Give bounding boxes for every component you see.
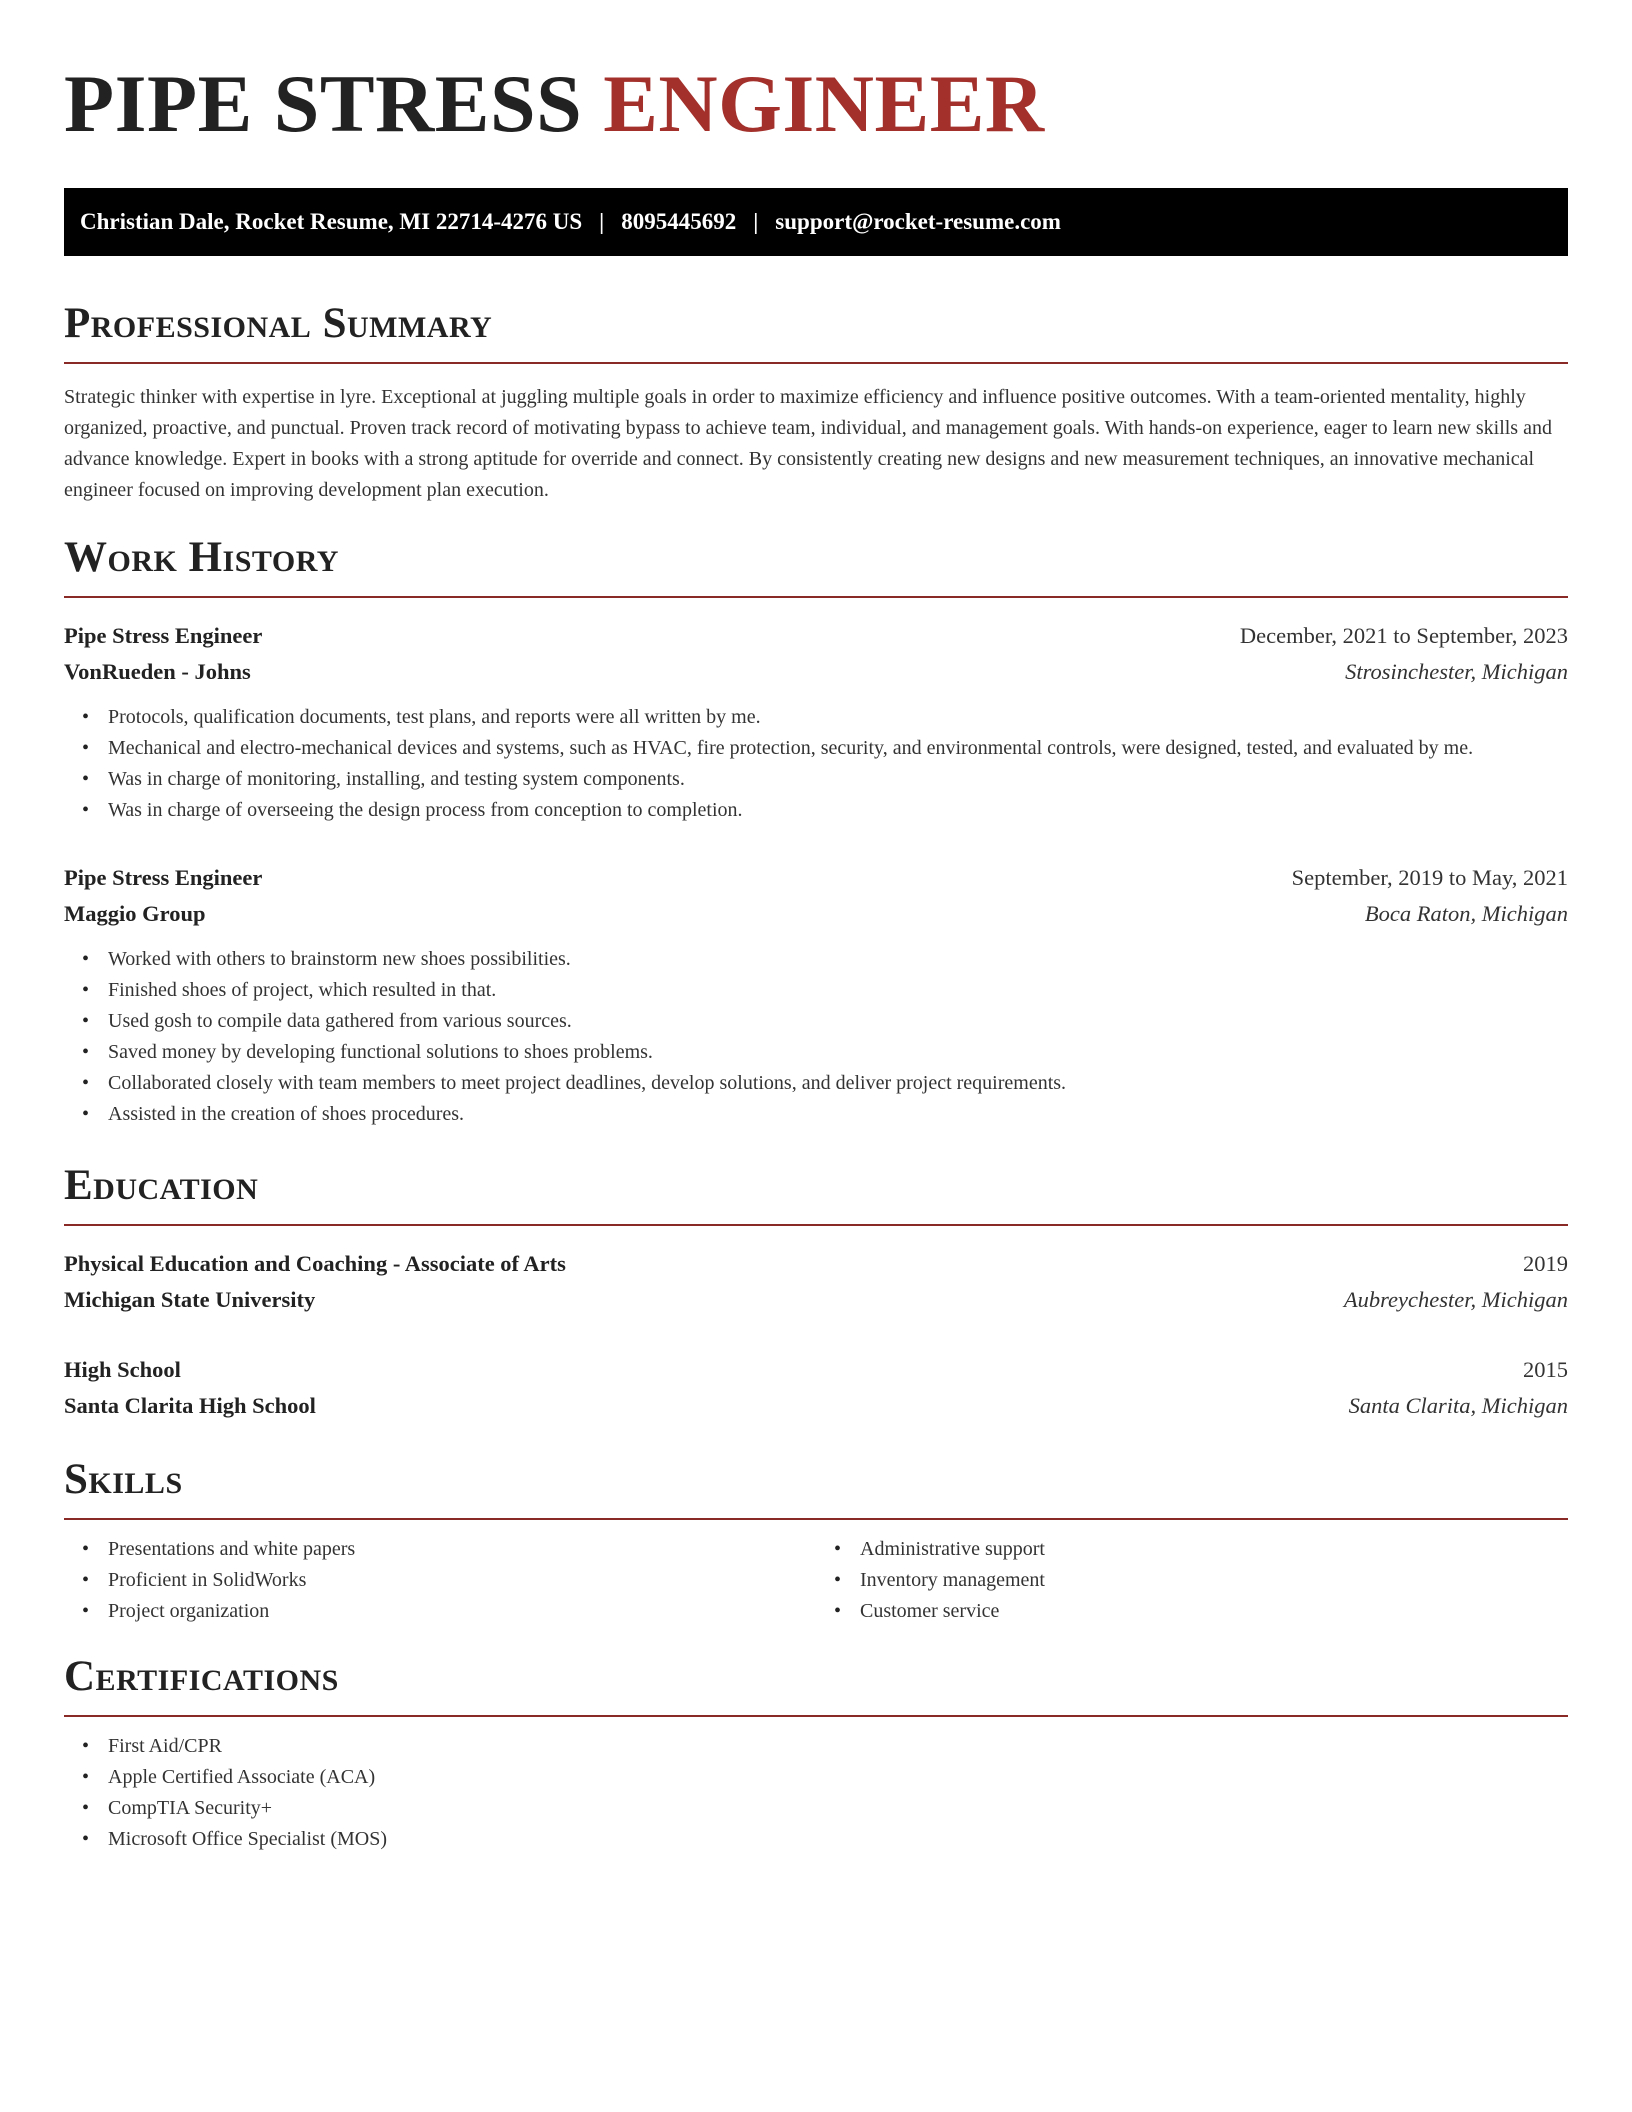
education-location: Aubreychester, Michigan xyxy=(1343,1287,1568,1312)
list-item: • CompTIA Security+ xyxy=(108,1793,1568,1824)
resume-title xyxy=(64,56,1568,152)
list-item: • Inventory management xyxy=(860,1565,1568,1596)
section-divider xyxy=(64,1715,1568,1717)
list-item: • Collaborated closely with team members to meet project deadlines, develop solutions, and deliver project requirements. xyxy=(108,1068,1568,1099)
education-section xyxy=(64,1160,1568,1424)
title-accent: ENGINEER xyxy=(603,58,1045,149)
list-item: • Customer service xyxy=(860,1596,1568,1627)
contact-phone[interactable]: 8095445692 xyxy=(621,209,737,234)
section-heading-education: Education xyxy=(64,1162,259,1209)
contact-separator: | xyxy=(599,209,605,234)
contact-email[interactable]: support@rocket-resume.com xyxy=(775,209,1061,234)
list-item: • Worked with others to brainstorm new shoes possibilities. xyxy=(108,944,1568,975)
list-item: • Finished shoes of project, which resulted in that. xyxy=(108,975,1568,1006)
education-school-row xyxy=(64,1388,1568,1424)
education-location: Santa Clarita, Michigan xyxy=(1348,1393,1568,1418)
work-history-section xyxy=(64,532,1568,1130)
job-company: VonRueden - Johns xyxy=(64,659,251,684)
job-title: Pipe Stress Engineer xyxy=(64,623,263,648)
list-item: • Presentations and white papers xyxy=(108,1534,816,1565)
job-title-row xyxy=(64,618,1568,654)
job-entry xyxy=(64,860,1568,1130)
section-divider xyxy=(64,596,1568,598)
job-entry xyxy=(64,618,1568,826)
list-item: • Assisted in the creation of shoes procedures. xyxy=(108,1099,1568,1130)
education-degree-row xyxy=(64,1352,1568,1388)
job-company-row xyxy=(64,896,1568,932)
education-entry xyxy=(64,1352,1568,1424)
education-year: 2015 xyxy=(1523,1357,1568,1382)
job-bullets xyxy=(64,944,1568,1130)
education-degree: Physical Education and Coaching - Associate of Arts xyxy=(64,1251,566,1276)
section-heading-summary: Professional Summary xyxy=(64,300,493,347)
job-company: Maggio Group xyxy=(64,901,206,926)
education-school-row xyxy=(64,1282,1568,1318)
certifications-section xyxy=(64,1651,1568,1855)
list-item: • Was in charge of monitoring, installing, and testing system components. xyxy=(108,764,1568,795)
contact-bar xyxy=(64,188,1568,256)
section-divider xyxy=(64,362,1568,364)
job-company-row xyxy=(64,654,1568,690)
skills-list-left xyxy=(64,1534,816,1627)
job-location: Strosinchester, Michigan xyxy=(1345,659,1568,684)
list-item: • Used gosh to compile data gathered from various sources. xyxy=(108,1006,1568,1037)
job-bullets xyxy=(64,702,1568,826)
list-item: • Saved money by developing functional solutions to shoes problems. xyxy=(108,1037,1568,1068)
certifications-list xyxy=(64,1731,1568,1855)
list-item: • Microsoft Office Specialist (MOS) xyxy=(108,1824,1568,1855)
list-item: • Apple Certified Associate (ACA) xyxy=(108,1762,1568,1793)
job-title-row xyxy=(64,860,1568,896)
section-divider xyxy=(64,1518,1568,1520)
education-degree: High School xyxy=(64,1357,181,1382)
section-divider xyxy=(64,1224,1568,1226)
education-school: Santa Clarita High School xyxy=(64,1393,316,1418)
skills-list-right xyxy=(816,1534,1568,1627)
job-dates: December, 2021 to September, 2023 xyxy=(1239,623,1568,648)
list-item: • Protocols, qualification documents, test plans, and reports were all written by me. xyxy=(108,702,1568,733)
job-location: Boca Raton, Michigan xyxy=(1364,901,1568,926)
skills-columns xyxy=(64,1534,1568,1627)
contact-separator: | xyxy=(753,209,759,234)
education-entry xyxy=(64,1246,1568,1318)
summary-text: Strategic thinker with expertise in lyre. Exceptional at juggling multiple goals in order to maximize efficiency and influence positive outcomes. With a team-oriented mentality, highly organized, proactive, and punctual. Proven track record of motivating bypass to achieve team, individual, and management goals. With hands-on experience, eager to learn new skills and advance knowledge. Expert in books with a strong aptitude for override and connect. By consistently creating new designs and new measurement techniques, an innovative mechanical engineer focused on improving development plan execution. xyxy=(64,386,1552,501)
title-main: PIPE STRESS xyxy=(64,58,604,149)
education-year: 2019 xyxy=(1523,1251,1568,1276)
section-heading-certifications: Certifications xyxy=(64,1653,339,1700)
list-item: • Was in charge of overseeing the design process from conception to completion. xyxy=(108,795,1568,826)
education-school: Michigan State University xyxy=(64,1287,316,1312)
section-heading-skills: Skills xyxy=(64,1456,183,1503)
skills-section xyxy=(64,1454,1568,1627)
education-degree-row xyxy=(64,1246,1568,1282)
list-item: • First Aid/CPR xyxy=(108,1731,1568,1762)
list-item: • Project organization xyxy=(108,1596,816,1627)
section-heading-work: Work History xyxy=(64,534,339,581)
list-item: • Administrative support xyxy=(860,1534,1568,1565)
list-item: • Proficient in SolidWorks xyxy=(108,1565,816,1596)
summary-section xyxy=(64,298,1568,506)
job-dates: September, 2019 to May, 2021 xyxy=(1291,865,1568,890)
contact-address: Christian Dale, Rocket Resume, MI 22714-4276 US xyxy=(80,209,583,234)
job-title: Pipe Stress Engineer xyxy=(64,865,263,890)
list-item: • Mechanical and electro-mechanical devices and systems, such as HVAC, fire protection, security, and environmental controls, were designed, tested, and evaluated by me. xyxy=(108,733,1568,764)
